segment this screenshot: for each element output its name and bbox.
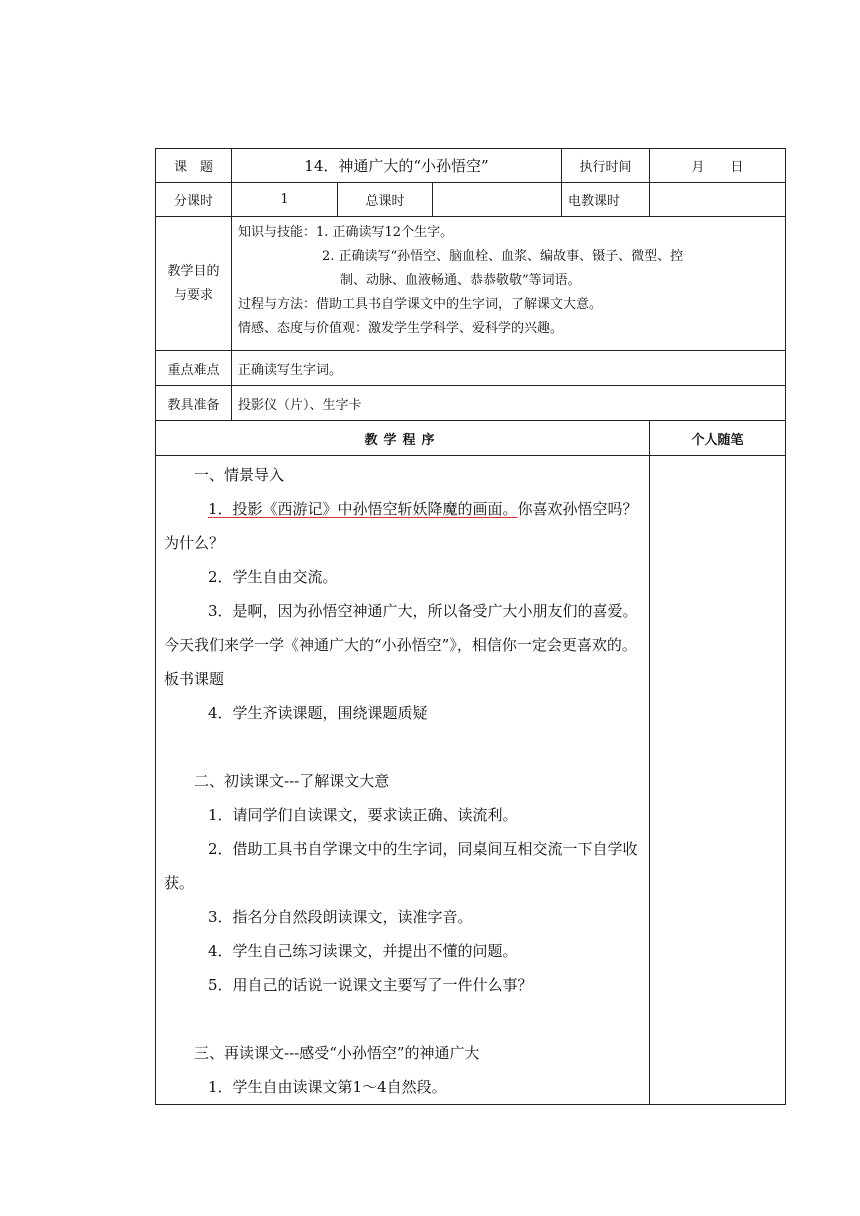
key-points-value: 正确读写生字词。 <box>232 351 786 386</box>
exec-time-value: 月 日 <box>650 149 786 183</box>
lesson-plan-table <box>155 148 786 1105</box>
notes-header: 个人随笔 <box>650 421 786 456</box>
section-1-step-1-rest: 你喜欢孙悟空吗？为什么？ <box>164 500 638 552</box>
section-2-step-1: 1．请同学们自读课文，要求读正确、读流利。 <box>208 806 518 824</box>
objective-words-cont: 制、动脉、血液畅通、恭恭敬敬”等词语。 <box>340 273 581 288</box>
section-3-step-1: 1．学生自由读课文第1～4自然段。 <box>208 1078 447 1096</box>
lesson-title: 14．神通广大的“小孙悟空” <box>232 149 562 183</box>
spacer <box>164 1002 641 1036</box>
notes-content <box>650 456 786 1105</box>
sub-lesson-value: 1 <box>232 183 338 217</box>
section-2-step-4: 4．学生自己练习读课文，并提出不懂的问题。 <box>208 942 518 960</box>
row-objectives <box>156 217 786 351</box>
procedure-content <box>156 456 650 1105</box>
objective-process: 过程与方法：借助工具书自学课文中的生字词，了解课文大意。 <box>238 297 603 312</box>
section-2-step-3: 3．指名分自然段朗读课文，读准字音。 <box>208 908 473 926</box>
av-lesson-label: 电教课时 <box>562 183 650 217</box>
section-2-title: 二、初读课文---了解课文大意 <box>194 772 390 790</box>
row-procedure-header <box>156 421 786 456</box>
key-points-label: 重点难点 <box>156 351 232 386</box>
av-lesson-value <box>650 183 786 217</box>
section-1-step-1-underlined: 1．投影《西游记》中孙悟空斩妖降魔的画面。 <box>208 500 518 518</box>
sub-lesson-label: 分课时 <box>156 183 232 217</box>
spacer <box>164 730 641 764</box>
section-1-step-1 <box>164 492 641 560</box>
total-lesson-label: 总课时 <box>338 183 433 217</box>
objectives-label-line1: 教学目的 <box>167 263 220 279</box>
objective-emotion: 情感、态度与价值观：激发学生学科学、爱科学的兴趣。 <box>238 321 564 336</box>
row-key-points <box>156 351 786 386</box>
lesson-label: 课 题 <box>156 149 232 183</box>
row-lesson <box>156 149 786 183</box>
objectives-label <box>156 217 232 351</box>
section-3-title: 三、再读课文---感受“小孙悟空”的神通广大 <box>194 1044 480 1062</box>
section-2-step-2: 2．借助工具书自学课文中的生字词，同桌间互相交流一下自学收获。 <box>164 840 638 892</box>
section-1-title: 一、情景导入 <box>194 466 285 484</box>
row-lesson-hours <box>156 183 786 217</box>
procedure-header: 教学程序 <box>156 421 650 456</box>
section-2-step-5: 5．用自己的话说一说课文主要写了一件什么事？ <box>208 976 533 994</box>
objectives-content <box>232 217 786 351</box>
materials-label: 教具准备 <box>156 386 232 421</box>
section-1-step-4: 4．学生齐读课题，围绕课题质疑 <box>208 704 428 722</box>
row-materials <box>156 386 786 421</box>
objective-words: 2. 正确读写“孙悟空、脑血栓、血浆、编故事、镊子、微型、控 <box>322 249 684 264</box>
objective-knowledge: 知识与技能：1. 正确读写12个生字。 <box>238 225 454 240</box>
objectives-label-line2: 与要求 <box>173 287 213 303</box>
lesson-plan-sheet <box>155 148 785 1105</box>
total-lesson-value <box>433 183 562 217</box>
materials-value: 投影仪（片）、生字卡 <box>232 386 786 421</box>
row-procedure <box>156 456 786 1105</box>
section-1-step-3: 3．是啊，因为孙悟空神通广大，所以备受广大小朋友们的喜爱。今天我们来学一学《神通广大的“小孙悟空”》，相信你一定会更喜欢的。板书课题 <box>164 602 638 688</box>
section-1-step-2: 2．学生自由交流。 <box>208 568 338 586</box>
exec-time-label: 执行时间 <box>562 149 650 183</box>
